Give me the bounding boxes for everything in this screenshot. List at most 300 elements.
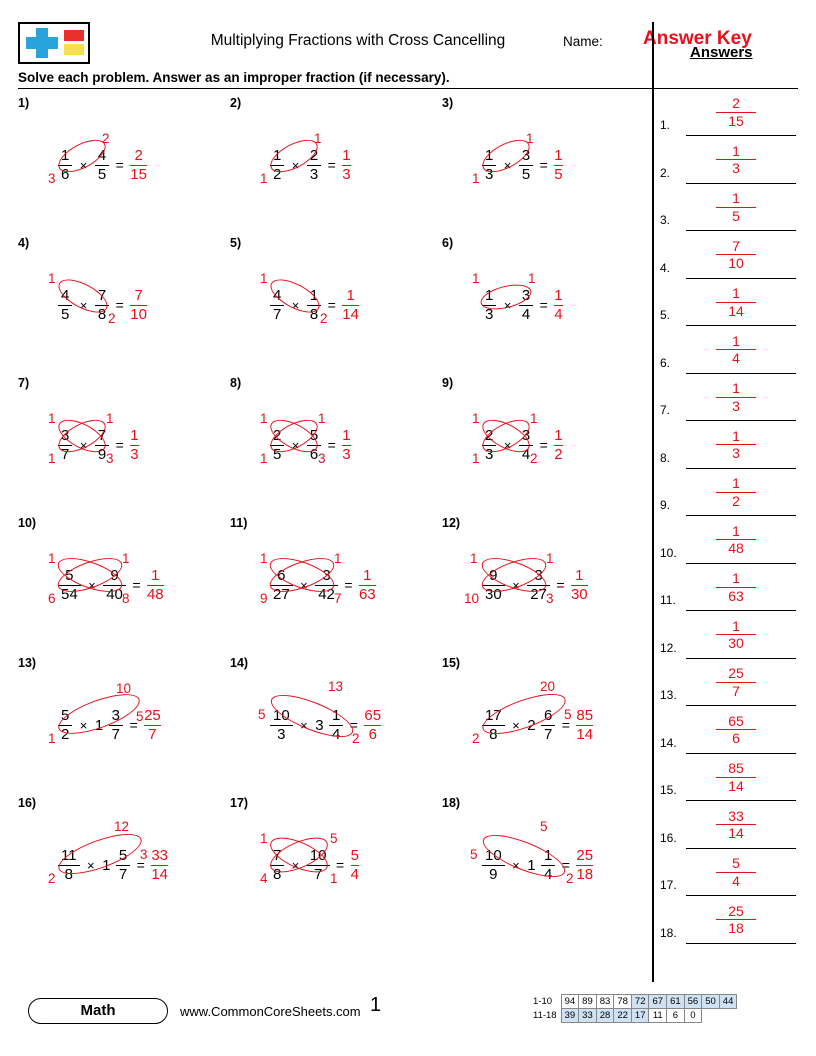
header-divider [18,88,798,89]
scale-cell: 28 [596,1009,614,1023]
answer-index: 18. [660,925,677,940]
answer-row [660,330,800,378]
equals-symbol: = [556,577,565,594]
answer-line [686,278,796,279]
answer-value: 1 4 [716,334,756,366]
cancel-mark: 2 [352,731,360,746]
answer-row [660,662,800,710]
yellow-square-icon [64,44,84,55]
answer-row [660,520,800,568]
problem-number: 18) [442,796,461,810]
improper-conversion: 20 [540,679,556,694]
answer-value: 7 10 [716,239,756,271]
grading-scale [530,994,737,1023]
answer-row [660,282,800,330]
fraction-1: $\frac{1}{3}$ [482,148,496,183]
fraction-1: $\frac{5}{2}$ [58,708,72,743]
problem-5 [230,236,438,376]
cancel-mark: 1 [48,551,56,566]
problem-6 [442,236,650,376]
cancel-mark: 3 [318,451,326,466]
scale-cell: 61 [667,995,685,1009]
problem-expression [48,674,226,774]
answer-row [660,472,800,520]
answer-line [686,848,796,849]
answer-index: 4. [660,260,671,275]
scale-cell: 44 [719,995,737,1009]
answer-fraction: $\frac{1}{2}$ [554,427,563,463]
answer-fraction: $\frac{25}{7}$ [144,707,161,743]
answer-index: 14. [660,735,677,750]
problem-expression [48,394,226,494]
answer-line [686,610,796,611]
cancel-mark: 1 [260,271,268,286]
times-symbol: × [503,437,512,453]
problem-8 [230,376,438,516]
fraction-2: $\frac{3}{42}$ [315,568,338,603]
problem-number: 9) [442,376,454,390]
answer-line [686,753,796,754]
answer-line [686,705,796,706]
times-symbol: × [79,297,88,313]
fraction-1: $\frac{11}{8}$ [58,848,80,883]
equals-symbol: = [327,297,336,314]
improper-conversion: 13 [328,679,344,694]
equals-symbol: = [561,857,570,874]
fraction-1: $\frac{1}{6}$ [58,148,72,183]
problem-expression [464,534,650,634]
answer-value: 1 3 [716,144,756,176]
fraction-2: $\frac{4}{5}$ [95,148,109,183]
cancel-mark: 1 [546,551,554,566]
problem-4 [18,236,226,376]
answer-row [660,235,800,283]
cancel-mark: 1 [472,171,480,186]
scale-cell: 78 [614,995,632,1009]
problem-3 [442,96,650,236]
answer-fraction: $\frac{25}{18}$ [576,847,594,883]
scale-cell: 67 [649,995,667,1009]
fraction-1: $\frac{17}{8}$ [482,708,505,743]
cancel-mark: 1 [526,131,534,146]
answer-row [660,615,800,663]
cancel-mark: 1 [260,171,268,186]
answer-index: 3. [660,213,671,227]
answer-fraction: $\frac{1}{3}$ [342,147,351,183]
answer-fraction: $\frac{1}{5}$ [554,147,563,183]
answer-index: 11. [660,593,676,607]
cancel-mark: 1 [260,411,268,426]
table-row [530,1009,737,1023]
cancel-mark: 2 [472,731,480,746]
answer-row [660,425,800,473]
equals-symbol: = [327,157,336,174]
answer-fraction: $\frac{85}{14}$ [576,707,594,743]
problem-number: 5) [230,236,242,250]
fraction-2: $\frac{9}{40}$ [103,568,126,603]
answer-index: 15. [660,783,677,797]
website-url: www.CommonCoreSheets.com [180,1004,361,1019]
equals-symbol: = [539,157,548,174]
cancel-mark: 5 [470,847,478,862]
answer-line [686,135,796,136]
problem-number: 16) [18,796,37,810]
fraction-2: $\frac{7}{9}$ [95,428,109,463]
problem-expression [48,814,226,914]
fraction-1: $\frac{2}{3}$ [482,428,496,463]
answer-line [686,563,796,564]
equals-symbol: = [115,157,124,174]
logo [18,22,90,64]
answer-index: 7. [660,403,671,417]
times-symbol: × [291,857,300,873]
problem-expression [260,534,438,634]
answer-fraction: $\frac{5}{4}$ [350,847,359,883]
answer-index: 5. [660,308,671,322]
answer-value: 2 15 [716,96,756,128]
answer-row [660,377,800,425]
fraction-1: $\frac{1}{3}$ [482,288,496,323]
times-symbol: × [79,437,88,453]
answer-value: 1 63 [716,571,756,603]
problem-number: 15) [442,656,461,670]
answer-index: 9. [660,498,671,512]
problem-expression [472,394,650,494]
cancel-mark: 7 [334,591,342,606]
cancel-mark: 1 [528,271,536,286]
cancel-mark: 5 [564,707,572,722]
problem-number: 4) [18,236,30,250]
times-symbol: × [291,437,300,453]
problem-number: 17) [230,796,249,810]
equals-symbol: = [129,717,138,734]
cancel-mark: 3 [140,847,148,862]
answer-line [686,943,796,944]
cancel-mark: 3 [48,171,56,186]
answer-line [686,230,796,231]
cancel-mark: 1 [318,411,326,426]
fraction-2: $\frac{7}{8}$ [95,288,109,323]
answer-fraction: $\frac{7}{10}$ [130,287,147,323]
plus-icon-horizontal [26,37,58,49]
improper-conversion: 5 [540,819,548,834]
fraction-2: $\frac{6}{7}$ [541,708,555,743]
answer-index: 10. [660,545,677,560]
problem-11 [230,516,438,656]
times-symbol: × [503,157,512,173]
fraction-2: $\frac{5}{6}$ [307,428,321,463]
scale-cell: 56 [684,995,702,1009]
cancel-mark: 1 [48,271,56,286]
answer-line [686,325,796,326]
times-symbol: × [87,857,95,873]
times-symbol: × [88,577,96,593]
cancel-mark: 1 [260,451,268,466]
grading-scale-table [530,994,737,1023]
answer-index: 8. [660,450,671,465]
cancel-mark: 1 [48,451,56,466]
answer-value: 25 18 [716,904,756,936]
times-symbol: × [291,157,300,173]
problem-17 [230,796,438,936]
answer-line [686,420,796,421]
cancel-mark: 2 [320,311,328,326]
instructions: Solve each problem. Answer as an improper fraction (if necessary). [18,70,450,85]
answer-line [686,373,796,374]
problem-expression [48,114,226,214]
scale-cell: 33 [579,1009,597,1023]
equals-symbol: = [132,577,141,594]
answer-fraction: $\frac{1}{63}$ [358,567,376,603]
cancel-mark: 2 [530,451,538,466]
whole-number: 1 [94,716,104,734]
problem-expression [48,254,226,354]
cancel-mark: 2 [566,871,574,886]
name-label: Name: [563,34,603,49]
cancel-mark: 3 [546,591,554,606]
cancel-mark: 1 [48,731,56,746]
answer-value: 1 14 [716,286,756,318]
answer-column [660,92,800,947]
fraction-1: $\frac{7}{8}$ [270,848,284,883]
answer-fraction: $\frac{33}{14}$ [151,847,168,883]
answer-fraction: $\frac{65}{6}$ [364,707,382,743]
problem-expression [472,674,650,774]
answer-fraction: $\frac{1}{4}$ [554,287,563,323]
cancel-mark: 10 [464,591,480,606]
fraction-2: $\frac{5}{7}$ [116,848,130,883]
scale-row-label: 1-10 [533,996,553,1007]
fraction-2: $\frac{10}{7}$ [307,848,330,883]
answer-row [660,900,800,948]
cancel-mark: 1 [530,411,538,426]
cancel-mark: 1 [260,551,268,566]
equals-symbol: = [561,717,570,734]
fraction-1: $\frac{6}{27}$ [270,568,293,603]
problem-expression [260,394,438,494]
fraction-2: $\frac{1}{8}$ [307,288,321,323]
times-symbol: × [300,577,308,593]
problem-expression [260,114,438,214]
problem-number: 8) [230,376,242,390]
equals-symbol: = [344,577,353,594]
cancel-mark: 1 [330,871,338,886]
fraction-2: $\frac{3}{7}$ [109,708,123,743]
equals-symbol: = [327,437,336,454]
cancel-mark: 1 [106,411,114,426]
fraction-1: $\frac{3}{7}$ [58,428,72,463]
fraction-2: $\frac{1}{4}$ [541,848,555,883]
times-symbol: × [291,297,300,313]
scale-cell: 6 [667,1009,685,1023]
cancel-mark: 4 [260,871,268,886]
fraction-1: $\frac{4}{7}$ [270,288,284,323]
answer-row [660,92,800,140]
cancel-mark: 8 [122,591,130,606]
problem-9 [442,376,650,516]
cancel-mark: 5 [136,709,144,724]
cancel-mark: 9 [260,591,268,606]
equals-symbol: = [349,717,358,734]
answer-fraction: $\frac{1}{48}$ [146,567,164,603]
answer-row [660,757,800,805]
fraction-2: $\frac{3}{27}$ [527,568,550,603]
answer-index: 1. [660,118,671,132]
scale-cell: 83 [596,995,614,1009]
problem-number: 3) [442,96,454,110]
answer-line [686,183,796,184]
problem-1 [18,96,226,236]
answer-row [660,710,800,758]
cancel-mark: 5 [330,831,338,846]
answer-index: 2. [660,165,671,180]
fraction-2: $\frac{3}{4}$ [519,288,533,323]
problem-12 [442,516,650,656]
cancel-mark: 1 [470,551,478,566]
cancel-mark: 1 [122,551,130,566]
problem-number: 7) [18,376,30,390]
answer-value: 1 5 [716,191,756,223]
answer-row [660,140,800,188]
answer-row [660,567,800,615]
answer-key-badge: Answer Key [643,28,752,49]
whole-number: 2 [527,716,536,734]
cancel-mark: 2 [102,131,110,146]
cancel-mark: 1 [472,411,480,426]
cancel-mark: 1 [472,451,480,466]
problem-expression [260,814,438,914]
problem-number: 13) [18,656,37,670]
answer-value: 1 30 [716,619,756,651]
fraction-1: $\frac{10}{3}$ [270,708,293,743]
cancel-mark: 1 [314,131,322,146]
cancel-mark: 2 [108,311,116,326]
fraction-1: $\frac{2}{5}$ [270,428,284,463]
scale-cell: 89 [579,995,597,1009]
times-symbol: × [512,717,520,733]
scale-cell: 11 [649,1009,667,1023]
fraction-2: $\frac{3}{4}$ [519,428,533,463]
answer-index: 17. [660,878,677,892]
problem-18 [442,796,650,936]
problem-number: 1) [18,96,30,110]
problem-expression [472,254,650,354]
answer-row [660,852,800,900]
equals-symbol: = [115,437,124,454]
problem-10 [18,516,226,656]
cancel-mark: 5 [258,707,266,722]
answer-column-divider [652,22,654,982]
problem-number: 11) [230,516,248,530]
times-symbol: × [300,717,308,733]
answer-fraction: $\frac{1}{30}$ [570,567,588,603]
answer-row [660,187,800,235]
equals-symbol: = [539,297,548,314]
fraction-1: $\frac{5}{54}$ [58,568,81,603]
problems-grid [18,96,648,936]
problem-expression [472,114,650,214]
fraction-2: $\frac{2}{3}$ [307,148,321,183]
times-symbol: × [79,717,88,733]
improper-conversion: 10 [116,681,132,696]
improper-conversion: 12 [114,819,130,834]
equals-symbol: = [539,437,548,454]
problem-16 [18,796,226,936]
answer-index: 6. [660,355,671,370]
page-footer [0,990,816,1050]
fraction-1: $\frac{1}{2}$ [270,148,284,183]
cancel-mark: 6 [48,591,56,606]
problem-expression [48,534,226,634]
answer-value: 1 3 [716,381,756,413]
scale-cell: 39 [561,1009,579,1023]
answer-fraction: $\frac{1}{14}$ [342,287,359,323]
scale-cell: 22 [614,1009,632,1023]
cancel-mark: 2 [48,871,56,886]
equals-symbol: = [136,857,145,874]
scale-cell: 17 [631,1009,649,1023]
whole-number: 1 [527,856,536,874]
answer-fraction: $\frac{1}{3}$ [130,427,139,463]
answer-value: 33 14 [716,809,756,841]
problem-7 [18,376,226,516]
answer-row [660,805,800,853]
cancel-mark: 1 [334,551,342,566]
red-square-icon [64,30,84,41]
answer-value: 25 7 [716,666,756,698]
scale-cell: 0 [684,1009,702,1023]
problem-expression [260,254,438,354]
problem-13 [18,656,226,796]
problem-number: 14) [230,656,249,670]
cancel-mark: 1 [48,411,56,426]
page-header [18,22,798,66]
page-title: Multiplying Fractions with Cross Cancelling [210,32,506,49]
scale-cell: 50 [702,995,720,1009]
answer-fraction: $\frac{2}{15}$ [130,147,147,183]
answer-line [686,658,796,659]
problem-expression [258,674,438,774]
cancel-mark: 1 [260,831,268,846]
answer-value: 1 2 [716,476,756,508]
problem-2 [230,96,438,236]
cancel-mark: 1 [472,271,480,286]
problem-number: 6) [442,236,454,250]
subject-badge: Math [28,998,168,1024]
answer-index: 13. [660,688,677,702]
answer-value: 5 4 [716,856,756,888]
whole-number: 3 [315,716,324,734]
problem-14 [230,656,438,796]
scale-cell: 72 [631,995,649,1009]
cancel-mark: 3 [106,451,114,466]
answer-line [686,515,796,516]
answer-value: 1 3 [716,429,756,461]
times-symbol: × [512,577,520,593]
answer-value: 85 14 [716,761,756,793]
problem-number: 2) [230,96,242,110]
answer-value: 1 48 [716,524,756,556]
fraction-1: $\frac{4}{5}$ [58,288,72,323]
fraction-1: $\frac{10}{9}$ [482,848,505,883]
answer-index: 12. [660,640,677,655]
problem-15 [442,656,650,796]
times-symbol: × [79,157,88,173]
answer-line [686,800,796,801]
answer-line [686,895,796,896]
answer-index: 16. [660,830,677,845]
scale-cell: 94 [561,995,579,1009]
